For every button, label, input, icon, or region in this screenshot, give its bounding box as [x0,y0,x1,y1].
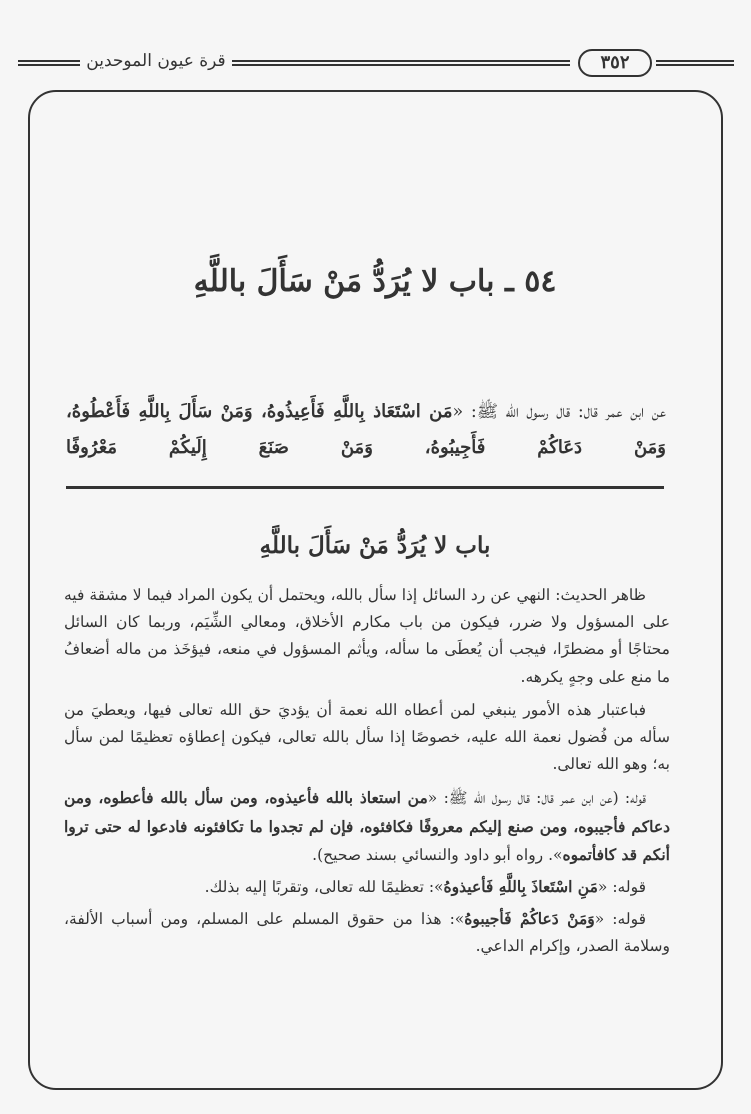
section-title: باب لا يُرَدُّ مَنْ سَأَلَ باللَّهِ [259,532,491,559]
paragraph-intro: قوله: « [597,878,646,897]
header-rule-middle [232,60,570,66]
paragraph-quote: مَنِ اسْتَعاذَ بِاللَّهِ فَأعيذوهُ [443,877,598,897]
header-rule-right [656,60,734,66]
paragraph-rest: »: هذا من حقوق المسلم على المسلم، ومن أسباب الألفة، وسلامة الصدر، وإكرام الداعي. [64,910,670,956]
paragraph-rest: ». رواه أبو داود والنسائي بسند صحيح). [312,845,563,864]
paragraph-intro: قوله: (عن ابن عمر قال: قال رسول الله ﷺ: « [427,789,647,808]
header-rule-left [18,60,80,66]
paragraph: ظاهر الحديث: النهي عن رد السائل إذا سأل بالله، ويحتمل أن يكون المراد فيما لا مشقة فيه على المسؤول ولا ضرر، فيكون من باب مكارم الأخلاق، ومعالي الشِّيَم، وربما كان السائل محتاجًا أو مضطرًا، فيجب أن يُعطَى ما سأله، ويأثم المسؤول في منعه، فيؤخَذ من ماله أضعافُ ما منع على وجهٍ يكرهه. [64,586,670,686]
running-title: قرة عيون الموحدين [86,51,226,71]
commentary-body [64,582,670,965]
paragraph [64,905,670,960]
chapter-title: ٥٤ ـ باب لا يُرَدُّ مَنْ سَأَلَ باللَّهِ [193,264,557,299]
page-number: ٣٥٢ [578,49,652,77]
paragraph [64,873,670,901]
hadith-intro: عن ابن عمر قال: قال رسول الله ﷺ: « [452,402,666,422]
paragraph-rest: »: تعظيمًا لله تعالى، وتقربًا إليه بذلك. [204,878,444,897]
hadith-text: مَن اسْتَعَاذ بِاللَّهِ فَأَعِيذُوهُ، وَمَنْ سَأَلَ بِاللَّهِ فَأَعْطُوهُ، وَمَنْ دَعَاكُمْ فَأَجِيبُوهُ، وَمَنْ صَنَعَ إِلَيكُمْ مَعْرُوفًا [66,401,666,458]
paragraph-quote: وَمَنْ دَعاكُمْ فَأجيبوهُ [464,909,595,929]
paragraph: فباعتبار هذه الأمور ينبغي لمن أعطاه الله نعمة أن يؤديَ حق الله تعالى فيها، ويعطيَ من سأله من فُضول نعمة الله عليه، خصوصًا إذا سأل بالله تعالى، فيكون إعطاؤه تعظيمًا لمن سأل به؛ وهو الله تعالى. [64,700,670,774]
paragraph-intro: قوله: « [594,910,646,929]
page-header [0,42,751,82]
section-divider [66,486,664,489]
hadith-block [66,394,666,466]
paragraph-quote: من استعاذ بالله فأعيذوه، ومن سأل بالله فأعطوه، ومن دعاكم فأجيبوه، ومن صنع إليكم معروفًا فكافئوه، فإن لم تجدوا ما تكافئونه فادعوا له حتى تروا أنكم قد كافأتموه [64,788,670,864]
paragraph [64,784,670,869]
